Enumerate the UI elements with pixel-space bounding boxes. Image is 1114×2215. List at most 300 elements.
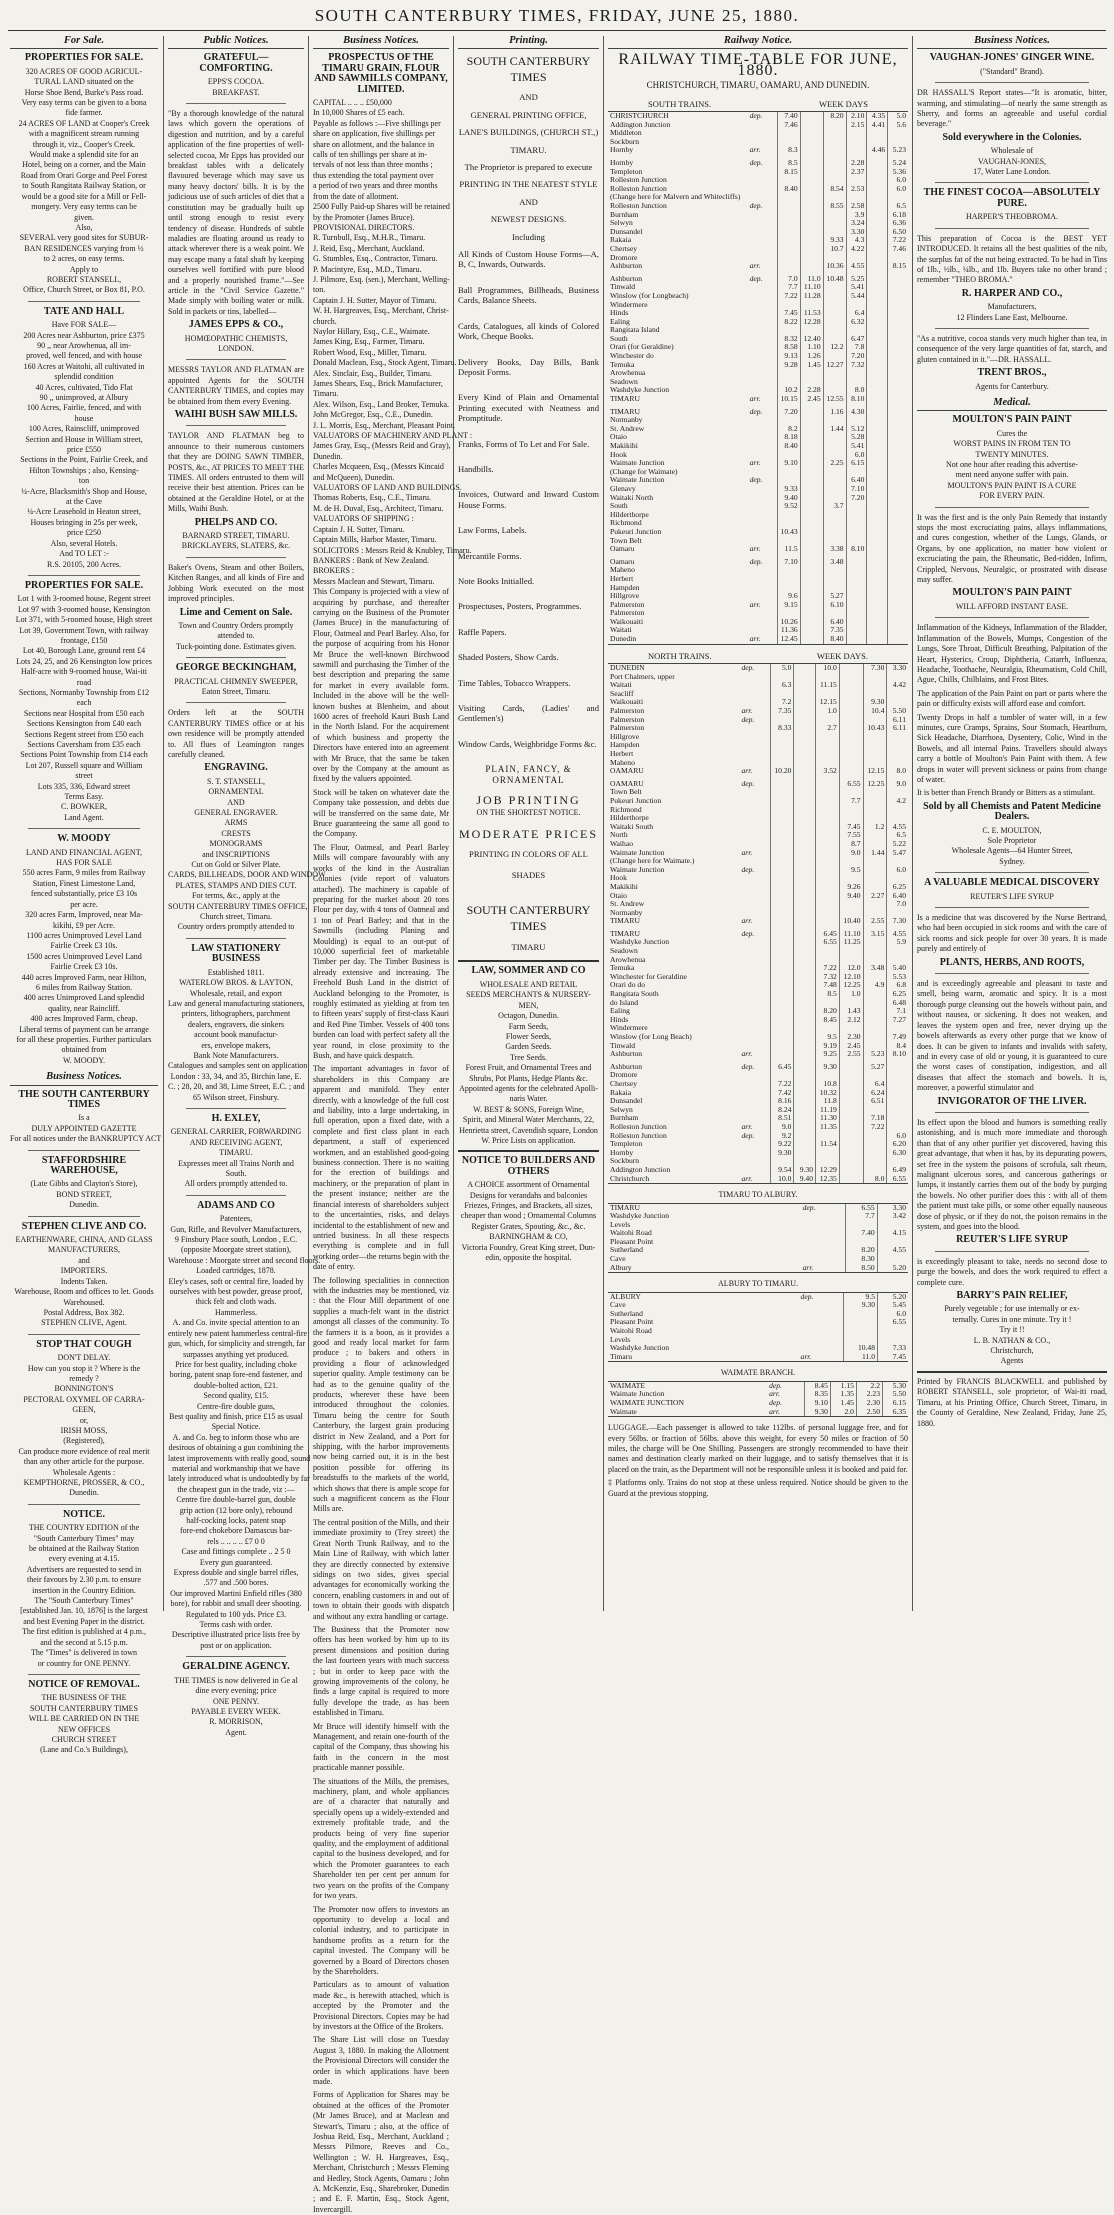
departure-time: 11.28	[800, 292, 823, 301]
departure-time: 6.32	[846, 318, 867, 327]
timetable-row	[608, 1318, 908, 1327]
departure-time	[867, 433, 888, 442]
departure-time	[863, 673, 887, 682]
timetable-row	[608, 575, 908, 584]
column-public-notices	[168, 35, 326, 1737]
departure-time: 6.25	[887, 990, 908, 999]
departure-time: 8.16	[770, 1097, 794, 1106]
ad-heading: ENGRAVING.	[204, 762, 268, 774]
ad-line: Sections Caversham from £35 each	[27, 740, 141, 749]
ad-line: Not one hour after reading this advertise-	[946, 460, 1078, 469]
colors-line: PRINTING IN COLORS OF ALL	[469, 849, 588, 860]
arr-dep	[801, 1238, 846, 1247]
departure-time	[770, 741, 794, 750]
ad-separator	[28, 1150, 140, 1151]
prospectus-line: ton.	[313, 285, 326, 295]
departure-time: 6.35	[883, 1408, 908, 1417]
ad-line: be obtained at the Railway Station	[29, 1544, 139, 1554]
arr-dep: dep.	[749, 111, 763, 121]
station-name: Sutherland	[610, 1308, 643, 1318]
arr-dep	[748, 352, 778, 361]
prospectus-line: CAPITAL .. .. .. £50,000	[313, 98, 392, 108]
ad-line: each	[76, 698, 92, 708]
station-name: Waimate	[610, 1406, 637, 1416]
departure-time: 10.48	[823, 275, 846, 284]
departure-time	[800, 558, 823, 567]
ad-separator	[28, 575, 140, 576]
departure-time	[863, 1024, 887, 1033]
departure-time	[867, 283, 888, 292]
station-name: North	[610, 830, 628, 840]
timetable-row	[608, 1327, 908, 1336]
column-divider	[163, 36, 164, 1611]
arr-dep	[799, 1318, 844, 1327]
station-name: Palmerston	[610, 599, 645, 609]
departure-time: 11.54	[816, 1140, 840, 1149]
departure-time: 8.58	[777, 343, 800, 352]
departure-time	[888, 528, 908, 537]
departure-time	[888, 309, 908, 318]
station-name: Washdyke Junction	[610, 1211, 670, 1221]
prospectus-line: 2500 Fully Paid-up Shares will be retained	[313, 202, 450, 212]
ad-line: for all these properties. Further particulars	[16, 1034, 152, 1044]
departure-time: 2.30	[856, 1399, 882, 1408]
arr-dep	[739, 1080, 770, 1089]
timetable-row	[608, 883, 908, 892]
ad-line: TWENTY MINUTES.	[975, 449, 1049, 459]
departure-time: 9.30	[843, 1301, 878, 1310]
ad-separator	[28, 301, 140, 302]
law-sommer-line: W. BEST & SONS, Foreign Wine,	[473, 1104, 584, 1114]
station-name: South	[610, 501, 628, 511]
departure-time: 1.2	[863, 823, 887, 832]
departure-time	[863, 797, 887, 806]
arr-dep	[739, 956, 770, 965]
ad-line: (Late Gibbs and Clayton's Store),	[30, 1179, 138, 1189]
departure-time	[770, 1050, 794, 1059]
departure-time	[839, 900, 863, 909]
timetable-row	[608, 1301, 908, 1310]
builders-heading: NOTICE TO BUILDERS AND OTHERS	[461, 1155, 596, 1177]
departure-time	[867, 545, 888, 554]
station-name: Waimate Junction	[610, 1389, 665, 1399]
departure-time	[823, 519, 846, 528]
timetable-row	[608, 681, 908, 690]
departure-time: 9.2	[770, 1132, 794, 1141]
ad-paragraph: It was the first and is the only Pain Remedy that instantly stops the most excruciating pains, allays inflammations, and cures congestion, whether of the Lungs, Glands, or Organs, by one application, no matter how violent or excruciating the pain, the Rheumatic, Bed-ridden, Infirm, Crippled, Nervous, Neuralgic, or prostrated with disease may suffer.	[917, 512, 1107, 585]
departure-time: 3.9	[846, 211, 867, 220]
departure-time	[867, 386, 888, 395]
arr-dep	[801, 1246, 846, 1255]
departure-time	[839, 741, 863, 750]
departure-time: 5.0	[770, 664, 794, 673]
departure-time: 4.22	[846, 245, 867, 254]
printing-item: Franks, Forms of To Let and For Sale.	[458, 438, 590, 449]
departure-time: 9.30	[794, 1166, 816, 1175]
departure-time: 7.55	[839, 831, 863, 840]
departure-time	[800, 219, 823, 228]
departure-time	[777, 245, 800, 254]
arr-dep	[739, 1097, 770, 1106]
ad-paragraph: DR HASSALL'S Report states—"It is aromatic, bitter, warming, and stimulating—of nearly the same strength as Sherry, and forms an agreeable and useful cordial beverage."	[917, 88, 1107, 129]
departure-time	[863, 990, 887, 999]
departure-time	[823, 283, 846, 292]
builders-line: Designs for verandahs and balconies	[469, 1190, 588, 1200]
timetable-row	[608, 806, 908, 815]
ad-line: ("Standard" Brand).	[980, 66, 1044, 76]
departure-time	[888, 318, 908, 327]
ad-line: LAND AND FINANCIAL AGENT,	[26, 847, 142, 857]
station-name: Burnham	[610, 209, 639, 219]
timetable-row	[608, 1212, 908, 1221]
ad-line: Second quality, £15.	[203, 1391, 269, 1401]
ad-paragraph: Twenty Drops in half a tumbler of water will, in a few minutes, cure Cramps, Sprains, Sour Stomach, Heartburn, Sick Headache, Diarrhoea, Dysentery, Colic, Wind in the Bowels, and all internal Pains. Travellers should always carry a bottle of Moulton's Pain Paint with them. A few drops in water will prevent sickness or pains from change of water.	[917, 712, 1107, 784]
ad-line: FOR EVERY PAIN.	[979, 491, 1045, 501]
departure-time	[823, 168, 846, 177]
departure-time	[770, 981, 794, 990]
ad-separator	[28, 1334, 140, 1335]
business-notices	[10, 1088, 162, 1756]
prospectus-line: Payable as follows :—Five shillings per	[313, 118, 441, 128]
arr-dep	[739, 947, 770, 956]
departure-time: 5.23	[888, 146, 908, 155]
departure-time: 12.35	[816, 1175, 840, 1184]
timetable-row	[608, 733, 908, 742]
departure-time: 6.11	[887, 724, 908, 733]
station-name: Waitati	[610, 625, 632, 635]
departure-time: 7.7	[846, 1212, 878, 1221]
departure-time	[800, 468, 823, 477]
ad-line: TIMARU.	[219, 1148, 253, 1158]
ad-lines	[917, 429, 1107, 502]
departure-time	[888, 618, 908, 627]
departure-time: 7.10	[846, 485, 867, 494]
departure-time	[839, 673, 863, 682]
ad-heading: INVIGORATOR OF THE LIVER.	[937, 1095, 1087, 1107]
arr-dep: dep.	[741, 778, 755, 788]
arr-dep	[739, 673, 770, 682]
ad-line: Horse Shoe Bend, Burke's Pass road.	[24, 87, 144, 97]
arr-dep: arr.	[749, 634, 761, 644]
departure-time: 8.22	[777, 318, 800, 327]
departure-time: 5.12	[846, 425, 867, 434]
departure-time: 6.47	[846, 335, 867, 344]
station-name: Arowhenua	[610, 954, 646, 964]
departure-time	[839, 1149, 863, 1158]
station-name: Otaio	[610, 890, 627, 900]
departure-time: 6.45	[816, 930, 840, 939]
station-name: (Change here for Waimate.)	[610, 856, 695, 866]
timetable-row	[608, 1042, 908, 1051]
departure-time	[888, 361, 908, 370]
ad-line: 200 Acres near Ashburton, price £375	[23, 330, 145, 340]
station-name: Ashburton	[610, 1049, 643, 1059]
ad-line: insertion in the Country Edition.	[32, 1585, 136, 1595]
timaru-albury-table	[608, 1204, 908, 1273]
departure-time	[800, 129, 823, 138]
departure-time: 8.33	[770, 724, 794, 733]
departure-time	[888, 416, 908, 425]
departure-time: 6.55	[878, 1318, 908, 1327]
departure-time	[816, 733, 840, 742]
section-header: Business Notices.	[917, 36, 1107, 49]
station-name: Hilderthorpe	[610, 813, 649, 823]
departure-time: 7.7	[839, 797, 863, 806]
departure-time	[794, 964, 816, 973]
ad-paragraph: This preparation of Cocoa is the BEST YET INTRODUCED. It retains all the best qualities of the nib, the surplus fat of the nut being extracted. To be had in Tins of 1lb., ½lb., ¼lb., and 1lb. Buyers take no other brand ; remember "THEO BROMA."	[917, 233, 1107, 285]
departure-time	[867, 635, 888, 644]
ad-line: MONOGRAMS	[209, 839, 263, 849]
departure-time	[794, 707, 816, 716]
departure-time	[770, 806, 794, 815]
ad-line: Lot 97 with 3-roomed house, Kensington	[18, 604, 150, 614]
departure-time: 7.22	[863, 1123, 887, 1132]
ad-paragraph: is exceedingly pleasant to take, needs no second dose to purge the bowels, and does the work required to effect a complete cure.	[917, 1256, 1107, 1287]
ad-line: per acre.	[70, 899, 98, 909]
departure-time	[770, 797, 794, 806]
departure-time	[770, 892, 794, 901]
departure-time	[863, 999, 887, 1008]
ad-line: Very easy terms can be given to a bona	[21, 98, 147, 108]
arr-dep: dep.	[741, 928, 755, 938]
station-name: Hook	[610, 449, 627, 459]
ad-line: Price for best quality, including choke	[175, 1359, 297, 1369]
law-sommer-line: WHOLESALE AND RETAIL	[479, 979, 578, 989]
ad-line: Lot 40, Borough Lane, ground rent £4	[22, 646, 146, 656]
station-name: (Change for Waimate)	[610, 466, 678, 476]
ad-line: Agents for Canterbury.	[975, 381, 1049, 391]
station-name: Waimate Junction	[610, 847, 665, 857]
ad-line: How can you stop it ? Where is the	[27, 1363, 141, 1373]
ad-line: KEMPTHORNE, PROSSER, & CO.,	[23, 1478, 145, 1487]
arr-dep: arr.	[800, 1351, 812, 1361]
departure-time	[839, 1063, 863, 1072]
departure-time	[823, 159, 846, 168]
departure-time	[800, 566, 823, 575]
ad-heading: PHELPS AND CO.	[194, 516, 278, 528]
station-name: Hinds	[610, 308, 629, 318]
departure-time	[794, 956, 816, 965]
printing-title: SOUTH CANTERBURY TIMES	[466, 54, 591, 85]
departure-time: 9.0	[887, 780, 908, 789]
departure-time: 2.10	[846, 112, 867, 121]
departure-time: 5.23	[863, 1050, 887, 1059]
ad-line: 400 acres Improved Farm, cheap.	[30, 1014, 138, 1024]
ad-line: Lots 24, 25, and 26 Kensington low prices	[16, 656, 152, 666]
timetable-row	[608, 292, 908, 301]
ad-line: Hotel, being on a corner, and the Main	[22, 160, 146, 170]
ad-lines	[10, 1353, 158, 1499]
ad-line: Warehoused.	[63, 1297, 105, 1307]
ad-line: L. B. NATHAN & CO.,	[973, 1335, 1051, 1345]
departure-time	[839, 750, 863, 759]
departure-time: 7.46	[888, 245, 908, 254]
ad-separator	[935, 1112, 1089, 1113]
departure-time: 8.0	[863, 1175, 887, 1184]
departure-time	[800, 635, 823, 644]
section-header: Printing.	[458, 36, 599, 49]
ad-paragraph: Inflammation of the Kidneys, Inflammation of the Bladder, Inflammation of the Bowels, Mumps, Congestion of the Lungs, Sore Throat, Difficult Breathing, Palpitation of the Heart, Hysterics, Croup, Diphtheria, Catarrh, Influenza, Headache, Toothache, Neuralgia, Rheumatism, Cold Chill, Ague, Chills, Chilblains, and Frost Bites.	[917, 623, 1107, 685]
station-name: St. Andrew	[610, 423, 645, 433]
ad-line: kikihi, £9 per Acre.	[53, 920, 115, 930]
departure-time: 8.10	[846, 395, 867, 404]
departure-time	[823, 301, 846, 310]
departure-time: 4.3	[846, 236, 867, 245]
prospectus-line: thus extending the total payment over	[313, 170, 434, 180]
ad-heading: VAUGHAN-JONES' GINGER WINE.	[929, 52, 1095, 64]
ad-line: ONE PENNY.	[212, 1696, 260, 1706]
timetable-row	[608, 262, 908, 271]
ad-line: Sections near Hospital from £50 each	[23, 708, 145, 718]
departure-time	[794, 1080, 816, 1089]
station-name: Oamaru	[610, 544, 635, 554]
ad-line: HOMŒOPATHIC CHEMISTS,	[184, 333, 288, 343]
station-name: Town Belt	[610, 535, 642, 545]
arr-dep: arr.	[741, 1049, 753, 1059]
departure-time: 2.23	[856, 1390, 882, 1399]
departure-time: 6.51	[863, 1097, 887, 1106]
ad-line: BARNARD STREET, TIMARU.	[182, 531, 290, 541]
ad-line: THE BUSINESS OF THE	[41, 1693, 127, 1703]
departure-time: 7.8	[846, 343, 867, 352]
ad-lines	[168, 677, 304, 698]
station-name: Waimate Junction	[610, 458, 665, 468]
departure-time: 3.52	[816, 767, 840, 776]
ad-lines	[10, 848, 158, 1067]
departure-time: 5.44	[846, 292, 867, 301]
column-divider	[603, 36, 604, 1611]
departure-time	[839, 1080, 863, 1089]
station-name: TIMARU	[610, 928, 640, 938]
arr-dep	[739, 1024, 770, 1033]
departure-time	[867, 369, 888, 378]
departure-time: 7.45	[777, 309, 800, 318]
prospectus-body	[313, 587, 449, 2215]
departure-time	[888, 575, 908, 584]
departure-time: 11.19	[816, 1106, 840, 1115]
ad-lines	[168, 1676, 304, 1738]
column-business-medical	[917, 36, 1107, 1611]
departure-time	[777, 575, 800, 584]
ad-line: The "Times" is delivered in town	[30, 1648, 137, 1658]
prospectus-line: Captain J. H. Sutter, Mayor of Timaru.	[313, 295, 437, 305]
arr-dep	[748, 442, 778, 451]
ad-line: street	[75, 771, 93, 781]
ad-separator	[935, 182, 1089, 183]
departure-time	[888, 592, 908, 601]
departure-time	[823, 442, 846, 451]
ad-line: Dunedin.	[69, 1488, 99, 1498]
prospectus-line: James Gray, Esq., (Messrs Reid and Gray),	[313, 441, 451, 451]
departure-time	[816, 866, 840, 875]
ad-line: Apply to	[69, 264, 99, 274]
ad-lines	[168, 621, 304, 652]
arr-dep	[739, 1071, 770, 1080]
timetable-row	[608, 1106, 908, 1115]
prospectus-line: VALUATORS OF MACHINERY AND PLANT :	[313, 431, 473, 441]
departure-time	[794, 973, 816, 982]
builders-line: Friezes, Fringes, and Brackets, all sizes,	[464, 1201, 593, 1210]
ad-line: DON'T DELAY.	[57, 1353, 111, 1363]
departure-time: 6.24	[863, 1089, 887, 1098]
departure-time: 3.15	[863, 930, 887, 939]
departure-time	[887, 1097, 908, 1106]
departure-time: 3.38	[823, 545, 846, 554]
departure-time	[794, 759, 816, 768]
ad-line: desirous of obtaining a gun combining the	[168, 1443, 304, 1453]
departure-time	[777, 193, 800, 202]
ad-line: Law and general manufacturing stationers,	[168, 998, 305, 1008]
departure-time: 8.7	[839, 840, 863, 849]
arr-dep: dep.	[749, 273, 763, 283]
law-sommer-line: Henrietta street, Cavendish square, London	[459, 1125, 598, 1135]
departure-time: 5.45	[878, 1301, 908, 1310]
departure-time	[867, 408, 888, 417]
departure-time	[794, 874, 816, 883]
departure-time: 12.10	[839, 973, 863, 982]
ad-line: Road from Orari Gorge and Peel Forest	[20, 170, 148, 180]
departure-time	[863, 788, 887, 797]
departure-time	[794, 1024, 816, 1033]
departure-time	[867, 335, 888, 344]
departure-time: 5.40	[887, 964, 908, 973]
prospectus-paragraph: The following specialities in connection with the industries may be mentioned, viz : that the Flour Mill department of one supplies a much-felt want in the district amongst all classes of the community. To the farmers it is a boon, as it provides a good and ready local market for farm produce ; to bakers and others in providing a flour of acknowledged superior quality. Ample testimony can be had as to the genuine quality of the products, wherever these have been introduced throughout the colonies. Timaru being the centre for South Canterbury, the largest grain producing district in New Zealand, and a Port for shipping, with the harbor improvements now being carried out, it is in the best position possible for offering its breadstuffs to the markets of the world, which shows that there is ample scope for such a magnificent concern as the Flour Mills are.	[313, 1275, 449, 1514]
ad-line: ton	[78, 476, 90, 486]
ad-line: Eaton Street, Timaru.	[201, 686, 271, 696]
departure-time	[770, 999, 794, 1008]
ad-line: Agents	[1000, 1356, 1024, 1366]
station-name: Tinwald	[610, 282, 636, 292]
departure-time	[887, 1114, 908, 1123]
arr-dep	[739, 999, 770, 1008]
departure-time: 8.20	[846, 1246, 878, 1255]
departure-time	[888, 601, 908, 610]
timetable-row	[608, 1097, 908, 1106]
timetable-row	[608, 245, 908, 254]
ad-line: SOUTH CANTERBURY TIMES	[29, 1703, 138, 1713]
departure-time	[867, 459, 888, 468]
departure-time: 3.24	[846, 219, 867, 228]
ad-heading: NOTICE.	[63, 1508, 105, 1520]
arr-dep	[739, 892, 770, 901]
ad-heading: GEORGE BECKINGHAM,	[175, 662, 297, 674]
departure-time	[888, 511, 908, 520]
ad-separator	[935, 617, 1089, 618]
station-name: Waimate Junction	[610, 475, 665, 485]
departure-time: 6.40	[846, 476, 867, 485]
ad-heading: STAFFORDSHIRE WAREHOUSE,	[41, 1154, 127, 1177]
departure-time: 10.43	[863, 724, 887, 733]
departure-time: 9.40	[794, 1175, 816, 1184]
departure-time: 6.4	[863, 1080, 887, 1089]
arr-dep: arr.	[769, 1389, 780, 1399]
ad-lines	[10, 1113, 162, 1144]
arr-dep: dep.	[769, 1398, 782, 1407]
departure-time	[867, 609, 888, 618]
timetable-row	[608, 528, 908, 537]
ad-line: 24 ACRES OF LAND at Cooper's Creek	[18, 118, 150, 128]
departure-time: 12.55	[823, 395, 846, 404]
station-name: Chertsey	[610, 243, 637, 253]
arr-dep	[739, 823, 770, 832]
departure-time: 8.40	[777, 185, 800, 194]
ad-paragraph: "By a thorough knowledge of the natural laws which govern the operations of digestion and nutrition, and by a careful application of the fine properties of well-selected cocoa, Mr Epps has provided our breakfast tables with a delicately flavoured beverage which may save us many heavy doctors' bills. It is by the judicious use of such articles of diet that a constitution may be gradually built up until strong enough to resist every tendency of disease. Hundreds of subtle maladies are floating around us ready to attack wherever there is a weak point. We may escape many a fatal shaft by keeping ourselves well fortified with pure blood and a properly nourished frame."—See article in the "Civil Service Gazette." Made simply with boiling water or milk. Sold in packets or tins, labelled—	[168, 109, 304, 316]
ad-line: 40 Acres, cultivated, Tido Flat	[35, 382, 133, 392]
departure-time: 10.36	[823, 262, 846, 271]
departure-time: 8.45	[816, 1016, 840, 1025]
departure-time	[887, 741, 908, 750]
ad-line: Established 1811.	[207, 967, 265, 977]
